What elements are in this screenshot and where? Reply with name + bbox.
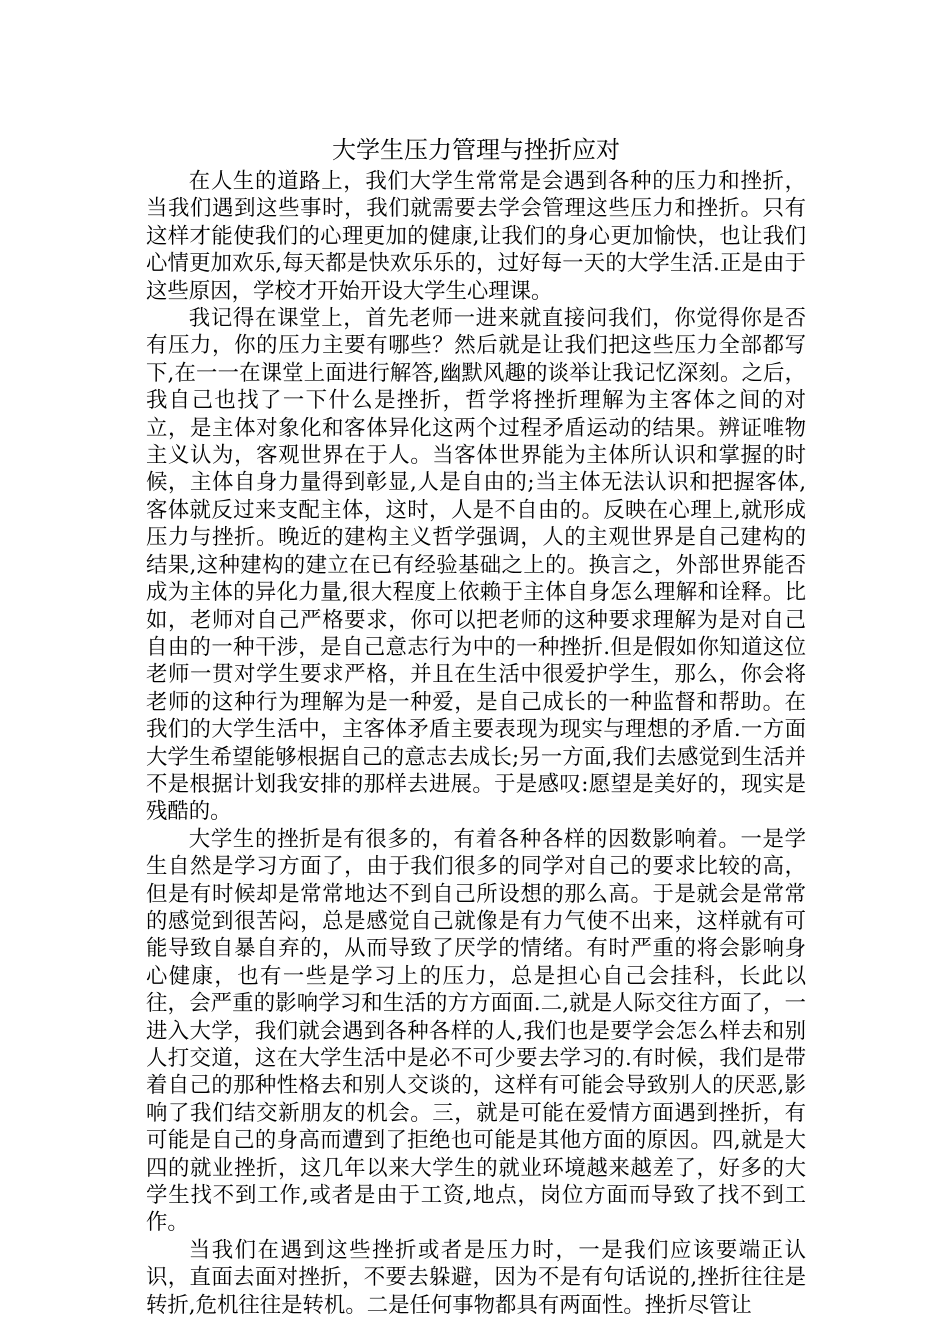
paragraph-intro: 在人生的道路上，我们大学生常常是会遇到各种的压力和挫折，当我们遇到这些事时，我们就需要去学会管理这些压力和挫折。只有这样才能使我们的心理更加的健康,让我们的身心更加愉快，也让我们心情更加欢乐,每天都是快欢乐乐的，过好每一天的大学生活.正是由于这些原因，学校才开始开设大学生心理课。	[146, 169, 806, 304]
paragraph-classroom: 我记得在课堂上，首先老师一进来就直接问我们，你觉得你是否有压力，你的压力主要有哪些？然后就是让我们把这些压力全部都写下,在一一在课堂上面进行解答,幽默风趣的谈举让我记忆深刻。之后，我自己也找了一下什么是挫折，哲学将挫折理解为主客体之间的对立，是主体对象化和客体异化这两个过程矛盾运动的结果。辨证唯物主义认为，客观世界在于人。当客体世界能为主体所认识和掌握的时候，主体自身力量得到彰显,人是自由的;当主体无法认识和把握客体,客体就反过来支配主体，这时，人是不自由的。反映在心理上,就形成压力与挫折。晚近的建构主义哲学强调，人的主观世界是自己建构的结果,这种建构的建立在已有经验基础之上的。换言之，外部世界能否成为主体的异化力量,很大程度上依赖于主体自身怎么理解和诠释。比如，老师对自己严格要求，你可以把老师的这种要求理解为是对自己自由的一种干涉，是自己意志行为中的一种挫折.但是假如你知道这位老师一贯对学生要求严格，并且在生活中很爱护学生，那么，你会将老师的这种行为理解为是一种爱，是自己成长的一种监督和帮助。在我们的大学生活中，主客体矛盾主要表现为现实与理想的矛盾.一方面大学生希望能够根据自己的意志去成长;另一方面,我们去感觉到生活并不是根据计划我安排的那样去进展。于是感叹:愿望是美好的，现实是残酷的。	[146, 306, 806, 825]
document-title: 大学生压力管理与挫折应对	[332, 136, 620, 164]
paragraph-frustrations: 大学生的挫折是有很多的，有着各种各样的因数影响着。一是学生自然是学习方面了，由于我们很多的同学对自己的要求比较的高，但是有时候却是常常地达不到自己所设想的那么高。于是就会是常常的感觉到很苦闷，总是感觉自己就像是有力气使不出来，这样就有可能导致自暴自弃的，从而导致了厌学的情绪。有时严重的将会影响身心健康，也有一些是学习上的压力，总是担心自己会挂科，长此以往，会严重的影响学习和生活的方方面面.二,就是人际交往方面了，一进入大学，我们就会遇到各种各样的人,我们也是要学会怎么样去和别人打交道，这在大学生活中是必不可少要去学习的.有时候，我们是带着自己的那种性格去和别人交谈的，这样有可能会导致别人的厌恶,影响了我们结交新朋友的机会。三，就是可能在爱情方面遇到挫折，有可能是自己的身高而遭到了拒绝也可能是其他方面的原因。四,就是大四的就业挫折，这几年以来大学生的就业环境越来越差了，好多的大学生找不到工作,或者是由于工资,地点，岗位方面而导致了找不到工作。	[146, 826, 806, 1236]
paragraph-coping: 当我们在遇到这些挫折或者是压力时，一是我们应该要端正认识，直面去面对挫折，不要去躲避，因为不是有句话说的,挫折往往是转折,危机往往是转机。二是任何事物都具有两面性。挫折尽管让	[146, 1237, 806, 1318]
document-page	[146, 132, 806, 1319]
